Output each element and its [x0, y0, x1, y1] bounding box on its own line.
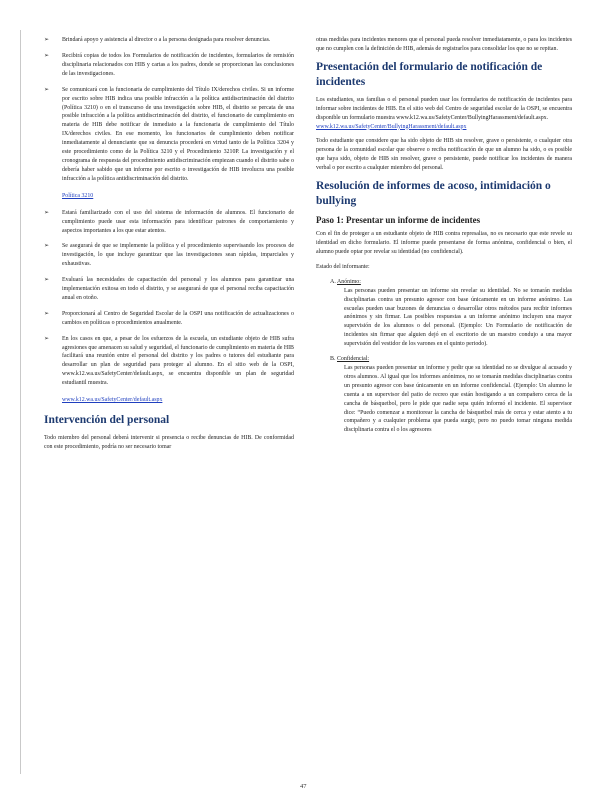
- bullet-text: Estará familiarizado con el uso del sistema de información de alumnos. El funcionario de cumplimiento puede usar esta información para identificar patrones de comportamiento y aspectos importantes a los que estar atentos.: [62, 209, 294, 234]
- continued-text: otras medidas para incidentes menores que el personal pueda resolver inmediatamente, o para los incidentes que no cumplen con la definición de HIB, además de registrarlos para consolidar los que no se repitan.: [316, 37, 572, 52]
- sub-item-text: Las personas pueden presentar un informe sin revelar su identidad. No se tomarán medidas disciplinarias contra un presunto agresor con base únicamente en un informe anónimo. Las escuelas pueden usar buzones de denuncias o desarrollar otros métodos para recibir informes anónimos y sin firmar. Las posibles respuestas a un informe anónimo incluyen una mayor supervisión de los alumnos o del personal. (Ejemplo: Un Formulario de notificación de incidentes sin firmar que alguien dejó en el escritorio de un maestro condujo a una mayor supervisión del vestidor de los varones en el quinto periodo).: [344, 287, 572, 348]
- margin-rule: [20, 30, 21, 774]
- bullet-icon: ➢: [44, 310, 50, 317]
- sub-item-label: Anónimo:: [337, 278, 361, 285]
- bullet-icon: ➢: [44, 243, 50, 250]
- step-1-paragraph: Con el fin de proteger a un estudiante objeto de HIB contra represalias, no es necesario que este revele su identidad en dicho formulario. El informe puede presentarse de forma anónima, confidencial o bien, el alumno puede optar por revelar su identidad (no confidencial).: [316, 231, 572, 255]
- safety-center-link[interactable]: www.k12.wa.us/SafetyCenter/default.aspx: [62, 397, 163, 404]
- presentacion-paragraph-2: Todo estudiante que considere que ha sido objeto de HIB sin resolver, grave o persistente, o cualquier otra persona de la comunidad escolar que observe o reciba notificación de que un alumno ha sido, o es posible que haya sido, objeto de HIB sin resolver, grave o persistente, puede notificar los incidentes de manera verbal o por escrito a cualquier miembro del personal.: [316, 138, 572, 172]
- intervencion-text: Todo miembro del personal deberá intervenir si presencia o recibe denuncias de HIB. De conformidad con este procedimiento, podría no ser necesario tomar: [44, 435, 294, 450]
- bullet-item: [44, 36, 294, 45]
- sub-item-text: Las personas pueden presentar un informe y pedir que su identidad no se divulgue al acusado y otros alumnos. Al igual que los informes anónimos, no se tomarán medidas disciplinarias contra un presunto agresor con base únicamente en un informe confidencial. (Ejemplo: Un alumno le cuenta a un supervisor del patio de recreo que están hostigando a un compañero cerca de la cancha de básquetbol, pero le pide que nadie sepa quién informó el incidente. El supervisor dice: “Puedo comenzar a monitorear la cancha de básquetbol más de cerca y estar atento a tu compañero y a cualquier problema que pueda surgir, pero no puedo tomar ninguna medida disciplinaria contra el o los agresores: [344, 365, 572, 434]
- bullet-text: Se comunicará con la funcionaria de cumplimiento del Título IX/derechos civiles. Si un informe por escrito sobre HIB indica una posible infracción a la política antidiscriminación del distrito (Política 3210) o en el transcurso de una investigación sobre HIB, el distrito se percata de una posible infracción a la política antidiscriminación del distrito, el funcionario de cumplimiento en materia de HIB debe notificar de inmediato a la funcionaria de cumplimiento del Título IX/derechos civiles. En ese momento, los funcionarios de cumplimiento deben notificar inmediatamente al denunciante que su denuncia procederá en virtud tanto de la Política 3204 y este procedimiento como de la Política 3210 y el Procedimiento 3210P. La investigación y el cronograma de respuesta del procedimiento antidiscriminación empiezan cuando el distrito sabe o debería haber sabido que un informe por escrito o investigación de HIB involucra una posible infracción a la política antidiscriminación del distrito.: [62, 86, 294, 182]
- bullet-icon: ➢: [44, 335, 50, 342]
- section-heading-intervencion: Intervención del personal: [44, 414, 170, 427]
- bullet-icon: ➢: [44, 209, 50, 216]
- bullet-item: [44, 52, 294, 79]
- sub-item-confidential: [330, 355, 572, 435]
- presentacion-paragraph-1: Los estudiantes, sus familias o el personal pueden usar los formularios de notificación de incidentes para informar sobre incidentes de HIB. En el sitio web del Centro de seguridad escolar de la OSPI, se encuentra disponible un formulario muestra www.k12.wa.us/SafetyCenter/BullyingHarassment/default.aspx.: [316, 96, 572, 121]
- reporter-status-label: Estado del informante:: [316, 263, 370, 270]
- bullet-icon: ➢: [44, 37, 50, 43]
- left-column: [44, 36, 294, 452]
- bullet-item: [44, 242, 294, 269]
- bullet-item: [44, 310, 294, 328]
- bullet-icon: ➢: [44, 53, 50, 59]
- section-heading-presentacion: Presentación del formulario de notificación de incidentes: [316, 60, 543, 88]
- bullet-icon: ➢: [44, 86, 50, 93]
- right-column: [316, 36, 572, 441]
- bullying-form-link[interactable]: www.k12.wa.us/SafetyCenter/BullyingHarassment/default.aspx: [316, 123, 467, 130]
- sub-item-letter: A.: [330, 278, 336, 285]
- bullet-text: Se asegurará de que se implemente la política y el procedimiento supervisando los procesos de investigación, lo que incluye garantizar que las investigaciones sean rápidas, imparciales y exhaustivas.: [62, 243, 294, 268]
- sub-item-letter: B.: [330, 356, 336, 363]
- bullet-text: Evaluará las necesidades de capacitación del personal y los alumnos para garantizar una implementación exitosa en todo el distrito, y se asegurará de que el personal reciba capacitación anual en otoño.: [62, 277, 294, 301]
- bullet-icon: ➢: [44, 277, 50, 284]
- bullet-text: Proporcionará al Centro de Seguridad Escolar de la OSPI una notificación de actualizaciones o cambios en políticas o procedimientos anualmente.: [62, 310, 294, 326]
- sub-item-anonymous: [330, 278, 572, 349]
- bullet-item: [44, 335, 294, 406]
- bullet-item: [44, 209, 294, 236]
- bullet-text: Recibirá copias de todos los Formularios de notificación de incidentes, formularios de remisión disciplinaria relacionados con HIB y cartas a los padres, donde se proporcionan las conclusiones de las investigaciones.: [62, 53, 294, 77]
- bullet-item: [44, 86, 294, 202]
- policy-link[interactable]: Política 3210: [62, 192, 94, 199]
- bullet-text: Brindará apoyo y asistencia al director o a la persona designada para resolver denuncias.: [62, 37, 271, 43]
- page-number: 47: [300, 783, 307, 790]
- bullet-item: [44, 276, 294, 303]
- step-1-heading: Paso 1: Presentar un informe de incidentes: [316, 215, 481, 226]
- bullet-text: En los casos en que, a pesar de los esfuerzos de la escuela, un estudiante objeto de HIB sufra agresiones que amenacen su salud y seguridad, el funcionario de cumplimiento en materia de HIB facilitará una reunión entre el personal del distrito y los padres o tutores del estudiante para desarrollar un plan de seguridad para proteger al alumno. En el sitio web de la OSPI, www.k12.wa.us/SafetyCenter/default.aspx, se encuentra disponible un plan de seguridad estudiantil muestra.: [62, 335, 294, 387]
- section-heading-resolucion: Resolución de informes de acoso, intimidación o bullying: [316, 180, 551, 208]
- sub-item-label: Confidencial:: [337, 356, 370, 363]
